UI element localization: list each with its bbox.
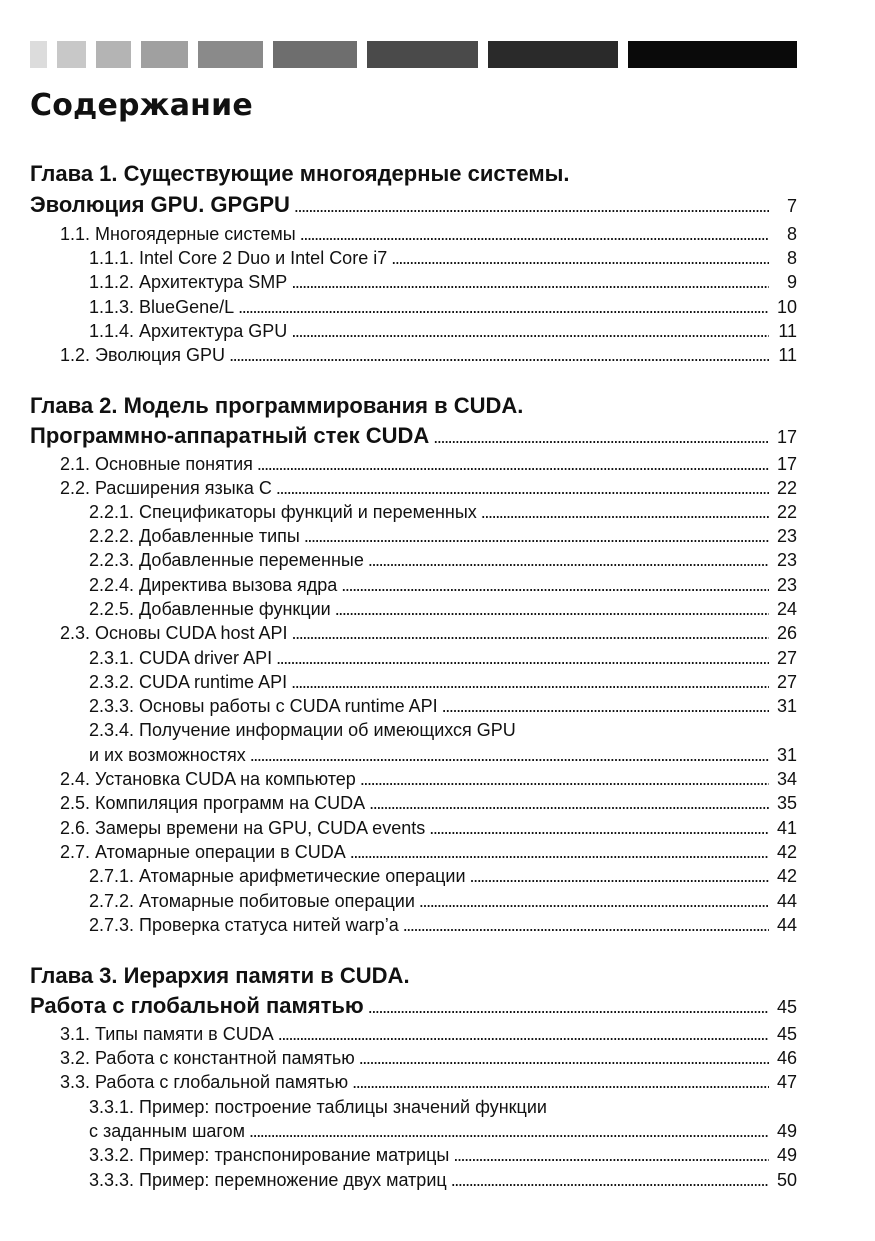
page-number: 26 [776, 623, 797, 643]
toc-entry[interactable] [30, 476, 797, 500]
entry-title: 2.7.1. Атомарные арифметические операции [89, 866, 466, 886]
entry-title: 2.2.2. Добавленные типы [89, 526, 300, 546]
entry-title: 2.2.3. Добавленные переменные [89, 550, 364, 570]
toc-entry[interactable] [30, 573, 797, 597]
toc-entry[interactable] [30, 222, 797, 246]
toc-entry[interactable] [30, 597, 797, 621]
toc-entry[interactable] [30, 864, 797, 888]
entry-title: 2.3.2. CUDA runtime API [89, 672, 288, 692]
page-number: 24 [776, 599, 797, 619]
leader-dots [368, 548, 769, 572]
toc-entry[interactable] [30, 548, 797, 572]
leader-dots [304, 524, 769, 548]
leader-dots [350, 840, 769, 864]
chapter-title: Работа с глобальной памятью [30, 993, 364, 1018]
page-number: 42 [776, 842, 797, 862]
toc-entry[interactable] [30, 694, 797, 718]
chapter-heading: Глава 1. Существующие многоядерные системы. [30, 161, 570, 186]
leader-dots [249, 1119, 769, 1143]
page-number: 10 [776, 297, 797, 317]
toc-entry[interactable] [30, 500, 797, 524]
entry-title: 3.2. Работа с константной памятью [60, 1048, 355, 1068]
page-number: 35 [776, 793, 797, 813]
entry-title: 3.3.3. Пример: перемножение двух матриц [89, 1170, 447, 1190]
page-number: 42 [776, 866, 797, 886]
entry-title: 3.3. Работа с глобальной памятью [60, 1072, 349, 1092]
entry-title: 1.1. Многоядерные системы [60, 224, 296, 244]
page-number: 44 [776, 915, 797, 935]
page-number: 45 [776, 1024, 797, 1044]
page-number: 8 [786, 224, 797, 244]
entry-title: 2.3.4. Получение информации об имеющихся GPU [89, 720, 516, 740]
page-number: 49 [776, 1145, 797, 1165]
entry-title: 2.7.3. Проверка статуса нитей warp’a [89, 915, 399, 935]
leader-dots [276, 476, 769, 500]
toc-entry[interactable] [30, 452, 797, 476]
entry-title: 2.2. Расширения языка С [60, 478, 272, 498]
header-bar [273, 41, 357, 68]
toc-entry[interactable] [30, 1119, 797, 1143]
header-bar [141, 41, 188, 68]
leader-dots [250, 743, 769, 767]
leader-dots [442, 694, 769, 718]
leader-dots [335, 597, 769, 621]
leader-dots [291, 270, 769, 294]
toc-entry[interactable] [30, 343, 797, 367]
page-number: 31 [776, 696, 797, 716]
leader-dots [291, 670, 769, 694]
page-title: Содержание [30, 88, 253, 123]
header-bar [628, 41, 797, 68]
toc-entry[interactable] [30, 840, 797, 864]
toc-entry[interactable] [30, 646, 797, 670]
chapter-title-line[interactable] [30, 424, 797, 448]
page-number: 41 [776, 818, 797, 838]
leader-dots [470, 864, 770, 888]
page-number: 49 [776, 1121, 797, 1141]
entry-title: 1.1.2. Архитектура SMP [89, 272, 288, 292]
entry-title: 2.3. Основы CUDA host API [60, 623, 288, 643]
leader-dots [300, 222, 769, 246]
chapter-title-line[interactable] [30, 994, 797, 1018]
header-bar [57, 41, 86, 68]
leader-dots [291, 319, 769, 343]
entry-title: 1.1.3. BlueGene/L [89, 297, 235, 317]
entry-title: 1.2. Эволюция GPU [60, 345, 226, 365]
leader-dots [433, 425, 769, 449]
leader-dots [391, 246, 769, 270]
leader-dots [451, 1168, 769, 1192]
page-number: 17 [776, 427, 797, 447]
entry-title: 3.1. Типы памяти в CUDA [60, 1024, 274, 1044]
chapter-title-line[interactable] [30, 193, 797, 217]
entry-title: 2.3.1. CUDA driver API [89, 648, 273, 668]
chapter-heading: Глава 2. Модель программирования в CUDA. [30, 393, 524, 418]
entry-title: 2.7.2. Атомарные побитовые операции [89, 891, 415, 911]
page-number: 7 [786, 196, 797, 216]
entry-title-continued: с заданным шагом [89, 1121, 245, 1141]
toc-entry[interactable] [30, 889, 797, 913]
page-number: 23 [776, 575, 797, 595]
leader-dots [481, 500, 769, 524]
leader-dots [238, 295, 769, 319]
page-number: 50 [776, 1170, 797, 1190]
page-number: 8 [786, 248, 797, 268]
leader-dots [292, 621, 769, 645]
leader-dots [352, 1070, 769, 1094]
toc-entry[interactable] [30, 913, 797, 937]
leader-dots [294, 194, 769, 218]
entry-title: 2.2.1. Спецификаторы функций и переменных [89, 502, 477, 522]
toc-entry[interactable] [30, 1046, 797, 1070]
entry-title: 3.3.2. Пример: транспонирование матрицы [89, 1145, 450, 1165]
header-bar [198, 41, 263, 68]
toc-entry[interactable] [30, 816, 797, 840]
leader-dots [360, 767, 769, 791]
toc-entry[interactable] [30, 791, 797, 815]
page-number: 11 [778, 345, 797, 365]
entry-title: 2.5. Компиляция программ на CUDA [60, 793, 366, 813]
leader-dots [419, 889, 769, 913]
leader-dots [278, 1022, 769, 1046]
page-number: 31 [776, 745, 797, 765]
entry-title: 2.4. Установка CUDA на компьютер [60, 769, 356, 789]
entry-title: 2.7. Атомарные операции в CUDA [60, 842, 346, 862]
entry-title: 1.1.4. Архитектура GPU [89, 321, 288, 341]
header-bar [488, 41, 618, 68]
toc-entry[interactable] [30, 270, 797, 294]
toc-entry[interactable] [30, 1070, 797, 1094]
page-number: 27 [776, 648, 797, 668]
leader-dots [276, 646, 769, 670]
page-number: 17 [776, 454, 797, 474]
header-bar [30, 41, 47, 68]
chapter-title: Эволюция GPU. GPGPU [30, 192, 290, 217]
page-number: 44 [776, 891, 797, 911]
leader-dots [257, 452, 769, 476]
page-number: 9 [786, 272, 797, 292]
leader-dots [368, 995, 769, 1019]
toc-entry[interactable] [30, 319, 797, 343]
toc-entry[interactable] [30, 246, 797, 270]
page-number: 34 [776, 769, 797, 789]
page-number: 46 [776, 1048, 797, 1068]
leader-dots [429, 816, 769, 840]
header-bar [367, 41, 478, 68]
page-number: 23 [776, 526, 797, 546]
toc-entry[interactable] [30, 524, 797, 548]
leader-dots [403, 913, 769, 937]
toc-entry[interactable] [30, 670, 797, 694]
leader-dots [341, 573, 769, 597]
page-number: 22 [776, 478, 797, 498]
toc-entry[interactable] [30, 1022, 797, 1046]
toc-entry[interactable] [30, 295, 797, 319]
entry-title: 2.2.5. Добавленные функции [89, 599, 331, 619]
entry-title-continued: и их возможностях [89, 745, 246, 765]
entry-title: 2.3.3. Основы работы с CUDA runtime API [89, 696, 438, 716]
toc-entry[interactable] [30, 621, 797, 645]
entry-title: 2.2.4. Директива вызова ядра [89, 575, 338, 595]
entry-title: 2.1. Основные понятия [60, 454, 253, 474]
leader-dots [453, 1143, 769, 1167]
toc-entry[interactable] [30, 1168, 797, 1192]
toc-entry[interactable] [30, 1143, 797, 1167]
page-number: 47 [776, 1072, 797, 1092]
header-bar [96, 41, 131, 68]
toc-entry[interactable] [30, 767, 797, 791]
page-number: 23 [776, 550, 797, 570]
entry-title: 2.6. Замеры времени на GPU, CUDA events [60, 818, 426, 838]
chapter-title: Программно-аппаратный стек CUDA [30, 423, 430, 448]
page-number: 45 [776, 997, 797, 1017]
leader-dots [229, 343, 769, 367]
chapter-heading: Глава 3. Иерархия памяти в CUDA. [30, 963, 410, 988]
entry-title: 1.1.1. Intel Core 2 Duo и Intel Core i7 [89, 248, 388, 268]
page-number: 22 [776, 502, 797, 522]
entry-title: 3.3.1. Пример: построение таблицы значений функции [89, 1097, 547, 1117]
page-number: 11 [778, 321, 797, 341]
leader-dots [359, 1046, 769, 1070]
toc-entry[interactable] [30, 743, 797, 767]
leader-dots [369, 791, 769, 815]
page-number: 27 [776, 672, 797, 692]
